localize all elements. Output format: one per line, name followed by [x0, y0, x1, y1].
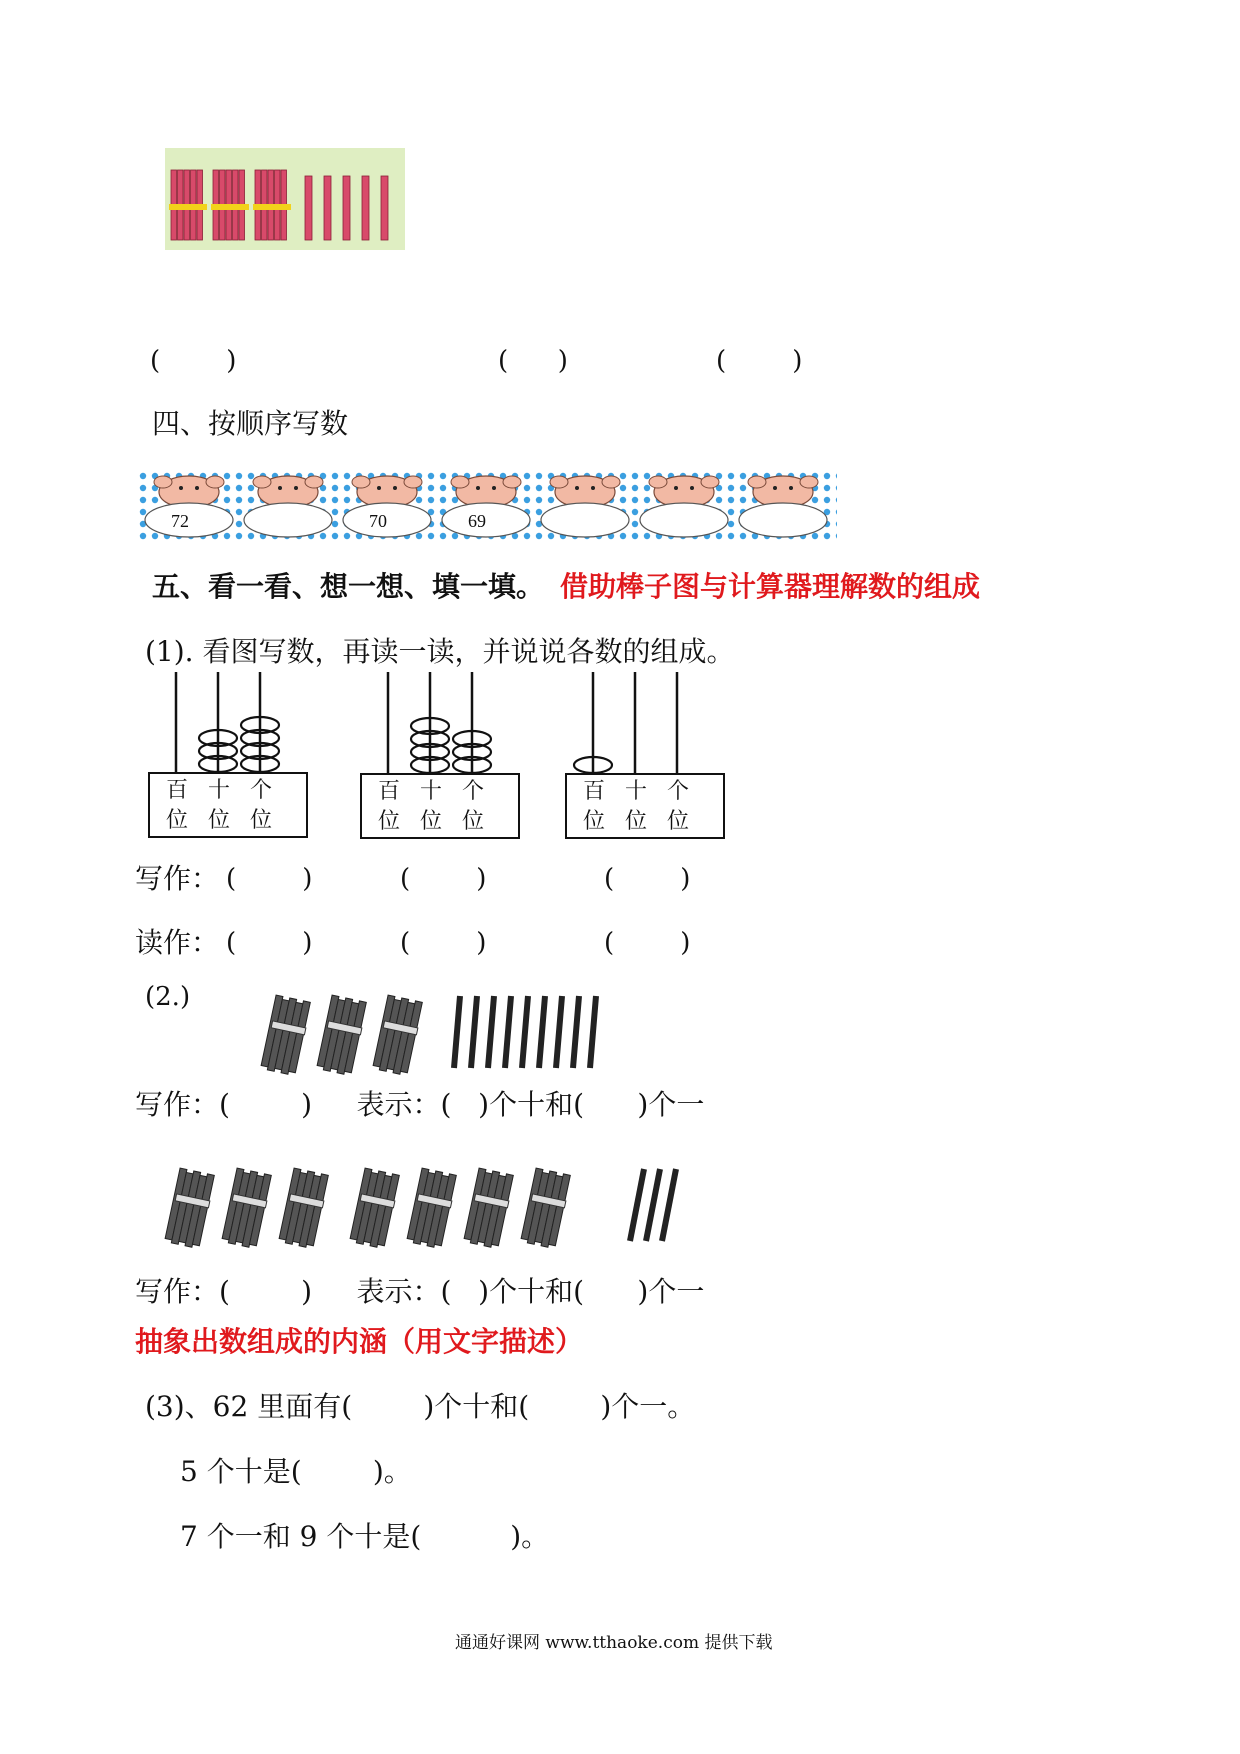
answer-bracket-3: ( ) — [716, 346, 803, 376]
section-5-title: 五、看一看、想一想、填一填。 — [152, 570, 545, 603]
abacus-rods — [148, 672, 304, 774]
single-stick — [505, 996, 511, 1068]
ten-stick-bundle — [222, 1168, 271, 1247]
single-stick — [454, 996, 460, 1068]
abacus-base — [360, 773, 520, 839]
write-bracket-1: ( ) — [226, 864, 313, 894]
single-stick — [471, 996, 477, 1068]
q1-prompt: (1). 看图写数，再读一读，并说说各数的组成。 — [145, 635, 735, 668]
red-bundle — [169, 170, 207, 240]
single-stick — [556, 996, 562, 1068]
place-label: 十 — [420, 779, 443, 804]
ten-stick-bundle — [373, 995, 422, 1074]
place-label: 十 — [208, 778, 231, 803]
place-label: 位 — [625, 809, 648, 834]
place-label: 位 — [250, 808, 273, 833]
red-bundle — [211, 170, 249, 240]
q3-line-1: (3)、62 里面有( )个十和( )个一。 — [145, 1390, 696, 1423]
ten-stick-bundle — [350, 1168, 399, 1247]
q3-line-3: 7 个一和 9 个十是( )。 — [180, 1520, 550, 1553]
single-stick — [590, 996, 596, 1068]
write-bracket-3: ( ) — [604, 864, 691, 894]
answer-bracket-1: ( ) — [150, 346, 237, 376]
abacus-base — [148, 772, 308, 838]
ten-stick-bundle — [279, 1168, 328, 1247]
place-label: 百 — [583, 779, 606, 804]
q2-line-2: 写作：( ) 表示：( )个十和( )个一 — [135, 1275, 705, 1308]
teaching-note: 借助棒子图与计算器理解数的组成 — [560, 570, 981, 603]
answer-bracket-2: ( ) — [498, 346, 568, 376]
ten-stick-bundle — [521, 1168, 570, 1247]
read-bracket-3: ( ) — [604, 928, 691, 958]
place-label: 位 — [378, 809, 401, 834]
gray-bundles-picture-2 — [160, 1163, 680, 1263]
pig-number-label: 69 — [468, 511, 486, 531]
ten-stick-bundle — [165, 1168, 214, 1247]
red-single-stick — [381, 176, 388, 240]
q3-line-2: 5 个十是( )。 — [180, 1455, 412, 1488]
gray-bundles-picture-1 — [262, 990, 622, 1080]
red-single-stick — [305, 176, 312, 240]
pig-number-label: 70 — [369, 511, 387, 531]
read-bracket-2: ( ) — [400, 928, 487, 958]
read-label-1: 读作： — [135, 926, 220, 959]
place-label: 百 — [166, 778, 189, 803]
abacus-rods — [360, 672, 516, 775]
write-bracket-2: ( ) — [400, 864, 487, 894]
footer-text: 通通好课网 www.tthaoke.com 提供下载 — [455, 1633, 773, 1653]
single-stick — [539, 996, 545, 1068]
place-label: 位 — [420, 809, 443, 834]
place-label: 十 — [625, 779, 648, 804]
place-label: 位 — [166, 808, 189, 833]
place-label: 位 — [667, 809, 690, 834]
single-stick — [630, 1169, 644, 1241]
red-single-stick — [343, 176, 350, 240]
abacus-rods — [565, 672, 721, 775]
pig-number-strip — [137, 470, 837, 540]
place-label: 位 — [462, 809, 485, 834]
place-label: 百 — [378, 779, 401, 804]
single-stick — [573, 996, 579, 1068]
place-label: 位 — [583, 809, 606, 834]
single-stick — [522, 996, 528, 1068]
single-stick — [662, 1169, 676, 1241]
write-label-1: 写作： — [135, 862, 220, 895]
ten-stick-bundle — [317, 995, 366, 1074]
place-label: 个 — [250, 778, 273, 803]
ten-stick-bundle — [407, 1168, 456, 1247]
place-label: 位 — [208, 808, 231, 833]
red-sticks-picture — [165, 148, 405, 250]
red-single-stick — [362, 176, 369, 240]
ten-stick-bundle — [261, 995, 310, 1074]
section-4-title: 四、按顺序写数 — [152, 407, 349, 440]
abacus-base — [565, 773, 725, 839]
pig-number-label: 72 — [171, 511, 189, 531]
ten-stick-bundle — [464, 1168, 513, 1247]
single-stick — [488, 996, 494, 1068]
q2-line-1: 写作：( ) 表示：( )个十和( )个一 — [135, 1088, 705, 1121]
read-bracket-1: ( ) — [226, 928, 313, 958]
place-label: 个 — [462, 779, 485, 804]
teaching-note-2: 抽象出数组成的内涵（用文字描述） — [135, 1325, 584, 1358]
single-stick — [646, 1169, 660, 1241]
red-single-stick — [324, 176, 331, 240]
place-label: 个 — [667, 779, 690, 804]
q2-label: (2.) — [145, 982, 191, 1012]
red-bundle — [253, 170, 291, 240]
